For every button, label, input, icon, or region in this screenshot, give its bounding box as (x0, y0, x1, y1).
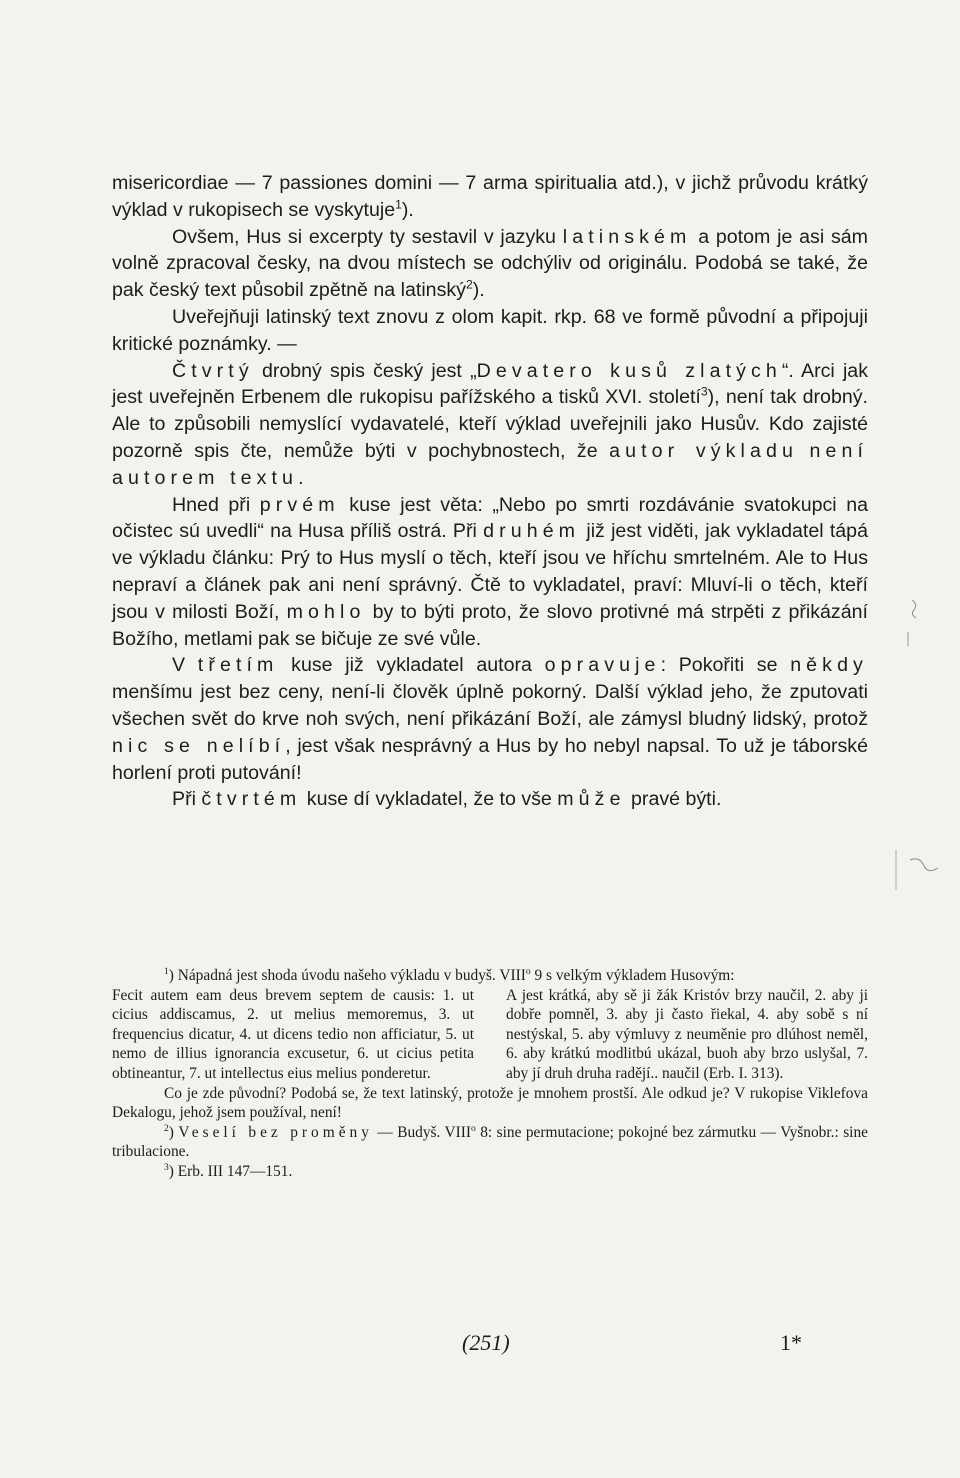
footnote-ref-1: 1 (395, 197, 402, 212)
footnote-1: $^1$) Nápadná jest shoda úvodu našeho výkladu v budyš. VIII$^o$ 9 s velkým výkladem Husovým: (164, 965, 735, 984)
signature-mark: 1* (780, 1330, 802, 1355)
paragraph-7: Při čtvrtém kuse dí vykladatel, že to vše může pravé býti. (172, 788, 722, 811)
paragraph-6: V třetím kuse již vykladatel autora opravuje: Pokořiti se někdy menšímu jest bez ceny, není-li člověk úplně pokorný. Další výklad jeho, že zputovati všechen svět do krve noh svých, není přikázání Boží, ale zámysl bludný lidský, protož nic se nelíbí, jest však nesprávný a Hus by ho nebyl napsal. To už je táborské horlení proti putování! (112, 654, 868, 784)
margin-pencil-marks (890, 560, 950, 960)
paragraph-5: Hned při prvém kuse jest věta: „Nebo po smrti rozdávánie svatokupci na očistec sú uvedli“ na Husa příliš ostrá. Při druhém již jest viděti, jak vykladatel tápá ve výkladu článku: Prý to Hus myslí o těch, kteří jsou ve hříchu smrtelném. Ale to Hus nepraví a článek pak ani není správný. Čtě to vykladatel, praví: Mluví-li o těch, kteří jsou v milosti Boží, mohlo by to býti proto, že slovo protivné má strpěti z přikázání Božího, metlami pak se bičuje ze své vůle. (112, 493, 868, 650)
czech-column: A jest krátká, aby sě ji žák Kristóv brzy naučil, 2. aby ji dobře pomněl, 3. aby ji často řiekal, 4. aby sobě s ní nestýskal, 5. aby výmluvy z neuměnie pro dlúhost neměl, 6. aby krátkú modlitbú ukázal, buoh aby brzo uslyšal, 7. aby jí druh druha radějí.. naučil (Erb. I. 313). (506, 986, 868, 1082)
footnote-2: $^2$) Veselí bez proměny — Budyš. VIII$^o$ 8: sine permutacione; pokojné bez zármutku — Vyšnobr.: sine tribulacione. (112, 1122, 868, 1161)
footnote-1-comment: Co je zde původní? Podobá se, že text latinský, protože je mnohem prostší. Ale odkud je? V rukopise Viklefova Dekalogu, jehož jsem používal, není! (112, 1084, 868, 1122)
footnote-3: $^3$) Erb. III 147—151. (164, 1161, 293, 1180)
footnotes (112, 966, 868, 1182)
page-number: (251) (462, 1330, 510, 1355)
latin-column: Fecit autem eam deus brevem septem de causis: 1. ut cicius addiscamus, 2. ut melius memoremus, 3. ut frequencius dicatur, 4. ut dicens tedio non afficiatur, 5. ut nemo de illius ignorancia excusetur, 6. ut cicius petita obtineantur, 7. ut intellectus eius melius ponderetur. (112, 986, 474, 1082)
footnote-ref-3: 3 (700, 384, 708, 399)
main-text (112, 170, 868, 813)
paragraph-1: misericordiae — 7 passiones domini — 7 arma spiritualia atd.), v jichž průvodu krátký výklad v rukopisech se vyskytuje$^1$). (112, 172, 868, 221)
paragraph-4: Čtvrtý drobný spis český jest „Devatero kusů zlatých“. Arci jak jest uveřejněn Erbenem dle rukopisu pařížského a tisků XVI. století$^3$), není tak drobný. Ale to způsobili nemyslící vydavatelé, kteří výklad uveřejnili jako Husův. Kdo zajisté pozorně spis čte, nemůže býti v pochybnostech, že autor výkladu není autorem textu. (112, 359, 868, 489)
paragraph-3: Uveřejňuji latinský text znovu z olom kapit. rkp. 68 ve formě původní a připojuji kritické poznámky. — (112, 305, 868, 355)
footnote-ref-2: 2 (465, 277, 473, 292)
footnote-1-parallel-columns (112, 986, 868, 1084)
page-footer (0, 1330, 960, 1370)
paragraph-2: Ovšem, Hus si excerpty ty sestavil v jazyku latinském a potom je asi sám volně zpracoval česky, na dvou místech se odchýliv od originálu. Podobá se také, že pak český text působil zpětně na latinský$^2$). (112, 225, 868, 302)
